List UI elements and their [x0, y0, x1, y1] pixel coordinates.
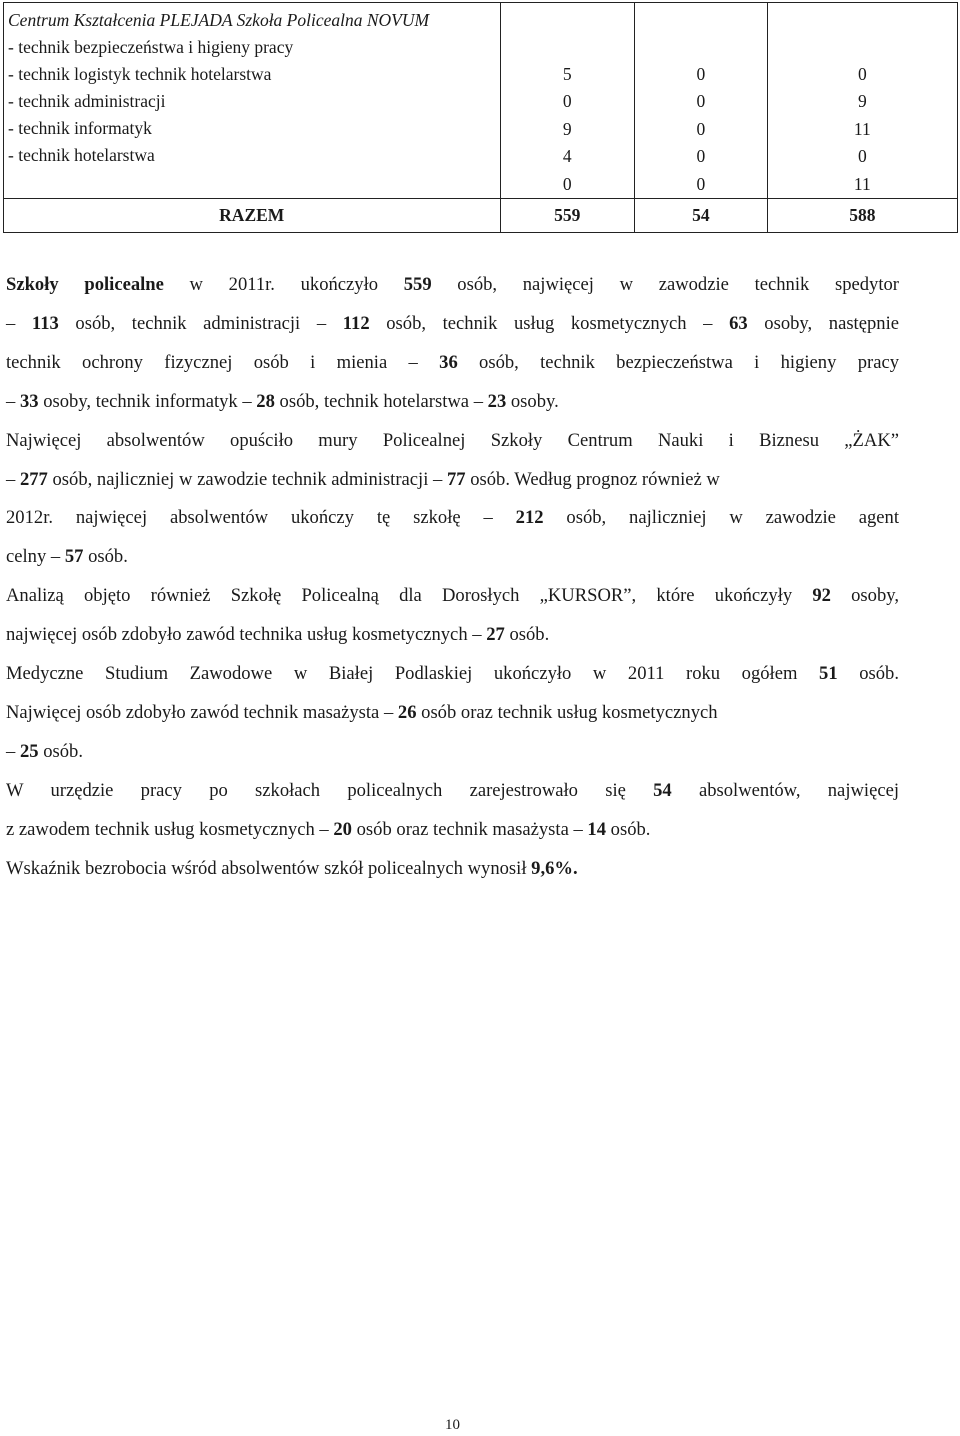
- text-segment: technik ochrony fizycznej osób i mienia –: [6, 351, 440, 373]
- table-cell: 0: [696, 64, 706, 84]
- text-segment: Medyczne Studium Zawodowe w Białej Podlaskiej ukończyło w 2011 roku ogółem: [6, 663, 820, 684]
- text-segment: osób.: [504, 624, 550, 646]
- text-segment: osób.: [38, 740, 83, 762]
- table-cell: 0: [562, 91, 572, 112]
- text-line: [6, 624, 549, 646]
- table-cell: 9: [562, 118, 572, 139]
- bold-value: 112: [342, 312, 370, 334]
- text-segment: w 2011r. ukończyło: [163, 274, 404, 295]
- text-segment: osób. Według prognoz również w: [465, 468, 720, 490]
- text-line: [6, 313, 899, 335]
- text-segment: absolwentów, najwięcej: [671, 779, 899, 801]
- table-cell: 0: [857, 146, 867, 167]
- total-value: 588: [767, 199, 957, 233]
- table-cell: 4: [562, 146, 572, 167]
- text-line: [6, 741, 83, 763]
- bold-value: 14: [587, 818, 607, 840]
- bold-value: 20: [333, 818, 352, 840]
- column-1-values: [500, 3, 635, 199]
- bold-value: 23: [487, 390, 507, 412]
- total-label: RAZEM: [4, 199, 501, 233]
- table-cell: 0: [696, 91, 706, 112]
- table-cell: 11: [853, 118, 871, 139]
- school-cell: [4, 3, 501, 199]
- column-3-values: [767, 3, 957, 199]
- bold-value: 33: [19, 390, 39, 412]
- text-segment: osób oraz technik masażysta –: [351, 818, 588, 840]
- text-segment: osób.: [83, 546, 128, 568]
- text-line: [6, 585, 899, 607]
- specialization-item: - technik logistyk technik hotelarstwa: [8, 64, 272, 84]
- bold-value: 51: [819, 663, 838, 684]
- text-segment: osoby.: [506, 390, 559, 412]
- text-segment: –: [6, 468, 20, 490]
- text-line: [6, 391, 559, 413]
- text-segment: osób.: [606, 818, 651, 840]
- specialization-item: - technik administracji: [8, 91, 166, 111]
- specialization-item: - technik hotelarstwa: [8, 145, 155, 165]
- text-line: [6, 780, 899, 802]
- bold-value: 25: [19, 740, 39, 762]
- bold-value: 36: [439, 351, 458, 373]
- bold-value: 77: [446, 468, 466, 490]
- bold-value: 28: [256, 390, 275, 412]
- text-segment: osoby, następnie: [747, 312, 899, 334]
- text-line: [6, 352, 899, 374]
- text-line: [6, 430, 899, 452]
- text-segment: osób, technik bezpieczeństwa i higieny pracy: [457, 351, 900, 373]
- table-cell: 9: [857, 91, 867, 112]
- bold-value: 113: [31, 312, 59, 334]
- text-segment: celny –: [6, 546, 65, 568]
- text-line: [6, 702, 718, 724]
- total-row: [4, 199, 958, 233]
- bold-value: 26: [397, 701, 417, 723]
- bold-value: 559: [403, 274, 432, 295]
- column-2-values: [635, 3, 768, 199]
- bold-value: 92: [812, 585, 831, 607]
- text-segment: Analizą objęto również Szkołę Policealną dla Dorosłych „KURSOR”, które ukończyły: [6, 585, 813, 607]
- text-line: [6, 546, 128, 568]
- text-segment: najwięcej osób zdobyło zawód technika usług kosmetycznych –: [6, 624, 487, 646]
- text-segment: W urzędzie pracy po szkołach policealnych zarejestrowało się: [6, 779, 654, 801]
- text-line: [6, 858, 578, 880]
- text-line: [6, 663, 899, 685]
- text-segment: osób, technik usług kosmetycznych –: [369, 312, 730, 334]
- text-segment: osoby, technik informatyk –: [38, 390, 257, 412]
- text-segment: –: [6, 312, 32, 334]
- text-segment: osoby,: [830, 585, 899, 607]
- text-segment: Wskaźnik bezrobocia wśród absolwentów szkół policealnych wynosił: [6, 857, 532, 879]
- text-segment: osób, technik hotelarstwa –: [274, 390, 488, 412]
- table-cell: 0: [696, 173, 706, 194]
- text-segment: –: [6, 390, 20, 412]
- table-cell: 0: [696, 118, 706, 139]
- text-line: [6, 469, 720, 491]
- text-segment: osób oraz technik usług kosmetycznych: [416, 701, 718, 723]
- text-segment: osób, najliczniej w zawodzie agent: [543, 507, 899, 529]
- bold-value: 27: [486, 624, 505, 646]
- school-name: Centrum Kształcenia PLEJADA Szkoła Policealna NOVUM: [8, 10, 430, 30]
- table-row: [4, 3, 958, 199]
- page-number: 10: [445, 1417, 460, 1433]
- total-value: 559: [500, 199, 635, 233]
- text-line: [6, 274, 899, 296]
- text-segment: osób, najwięcej w zawodzie technik spedytor: [431, 274, 899, 295]
- table-cell: 0: [696, 146, 706, 167]
- bold-value: 277: [19, 468, 48, 490]
- text-line: [6, 819, 650, 841]
- table-cell: 0: [857, 64, 867, 84]
- text-segment: osób.: [837, 663, 899, 684]
- text-line: [6, 507, 899, 529]
- bold-value: 57: [64, 546, 84, 568]
- text-segment: Najwięcej absolwentów opuściło mury Policealnej Szkoły Centrum Nauki i Biznesu „ŻAK”: [6, 429, 899, 451]
- text-segment: z zawodem technik usług kosmetycznych –: [6, 818, 334, 840]
- text-segment: 2012r. najwięcej absolwentów ukończy tę szkołę –: [6, 507, 516, 529]
- bold-value: 63: [729, 312, 748, 334]
- text-segment: –: [6, 740, 20, 762]
- table-cell: 5: [562, 64, 572, 84]
- bold-value: 54: [653, 779, 672, 801]
- text-segment: Najwięcej osób zdobyło zawód technik masażysta –: [6, 701, 398, 723]
- table-cell: 0: [562, 173, 572, 194]
- specialization-item: - technik informatyk: [8, 118, 152, 138]
- text-segment: osób, najliczniej w zawodzie technik administracji –: [47, 468, 447, 490]
- total-value: 54: [635, 199, 768, 233]
- text-segment: osób, technik administracji –: [58, 312, 343, 334]
- table-cell: 11: [853, 173, 871, 194]
- bold-value: 212: [515, 507, 544, 529]
- bold-value: 9,6%.: [531, 857, 578, 879]
- specialization-item: - technik bezpieczeństwa i higieny pracy: [8, 37, 294, 57]
- graduates-table: [3, 2, 958, 233]
- bold-value: Szkoły policealne: [6, 274, 164, 295]
